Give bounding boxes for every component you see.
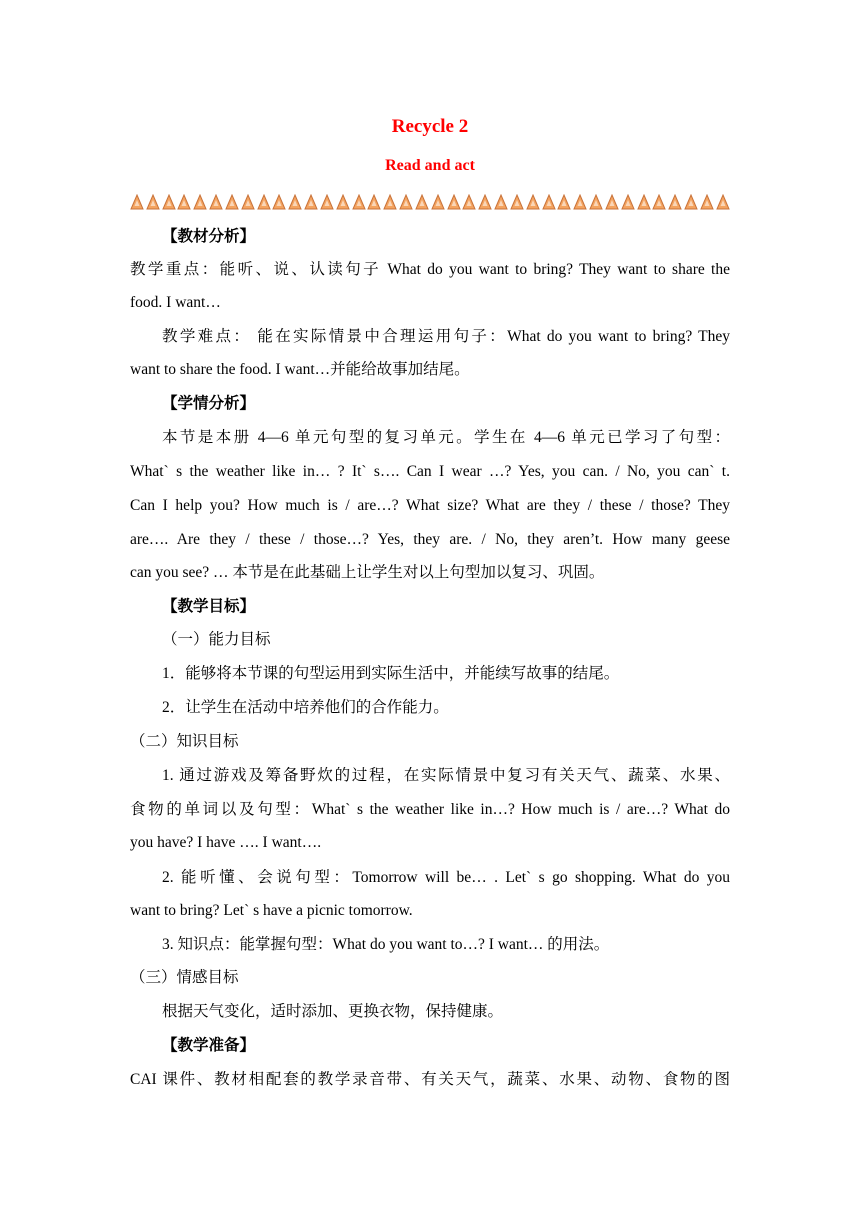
divider-triangle-icon bbox=[542, 194, 556, 210]
divider-triangle-icon bbox=[367, 194, 381, 210]
paragraph-line: can you see? … 本节是在此基础上让学生对以上句型加以复习、巩固。 bbox=[130, 564, 605, 581]
divider-triangle-icon bbox=[209, 194, 223, 210]
document-subtitle: Read and act bbox=[385, 157, 475, 174]
decorative-divider bbox=[130, 190, 730, 210]
section-heading-textbook-analysis: 【教材分析】 bbox=[162, 228, 256, 245]
paragraph-line: CAI 课件、教材相配套的教学录音带、有关天气，蔬菜、水果、动物、食物的图 bbox=[130, 1071, 730, 1088]
divider-triangle-icon bbox=[399, 194, 413, 210]
subsection-heading: （三）情感目标 bbox=[130, 969, 239, 986]
divider-triangle-icon bbox=[478, 194, 492, 210]
divider-triangle-icon bbox=[241, 194, 255, 210]
paragraph-line: want to share the food. I want…并能给故事加结尾。 bbox=[130, 361, 470, 378]
divider-triangle-icon bbox=[605, 194, 619, 210]
list-item: 1. 通过游戏及筹备野炊的过程，在实际情景中复习有关天气、蔬菜、水果、 bbox=[162, 767, 730, 784]
divider-triangle-icon bbox=[447, 194, 461, 210]
paragraph-line: 根据天气变化，适时添加、更换衣物，保持健康。 bbox=[162, 1003, 504, 1020]
divider-triangle-icon bbox=[621, 194, 635, 210]
divider-triangle-icon bbox=[352, 194, 366, 210]
list-item: 1．能够将本节课的句型运用到实际生活中，并能续写故事的结尾。 bbox=[162, 665, 620, 682]
subsection-heading: （二）知识目标 bbox=[130, 733, 239, 750]
subsection-heading: （一）能力目标 bbox=[162, 631, 271, 648]
divider-triangle-icon bbox=[272, 194, 286, 210]
divider-triangle-icon bbox=[225, 194, 239, 210]
divider-triangle-icon bbox=[716, 194, 730, 210]
divider-triangle-icon bbox=[320, 194, 334, 210]
paragraph-line: want to bring? Let` s have a picnic tomorrow. bbox=[130, 902, 413, 919]
divider-triangle-icon bbox=[637, 194, 651, 210]
document-title: Recycle 2 bbox=[391, 116, 469, 137]
divider-triangle-icon bbox=[652, 194, 666, 210]
paragraph-line: 教学重点：能听、说、认读句子 What do you want to bring? They want to share the bbox=[130, 261, 730, 278]
divider-triangle-icon bbox=[415, 194, 429, 210]
paragraph-line: What` s the weather like in… ? It` s…. Can I wear …? Yes, you can. / No, you can` t. bbox=[130, 463, 730, 480]
divider-triangle-icon bbox=[336, 194, 350, 210]
paragraph-line: you have? I have …. I want…. bbox=[130, 834, 322, 851]
divider-triangle-icon bbox=[589, 194, 603, 210]
divider-triangle-icon bbox=[573, 194, 587, 210]
paragraph-line: 教学难点： 能在实际情景中合理运用句子：What do you want to bring? They bbox=[162, 328, 730, 345]
divider-triangle-icon bbox=[668, 194, 682, 210]
list-item: 3. 知识点：能掌握句型：What do you want to…? I want… 的用法。 bbox=[162, 936, 610, 953]
paragraph-line: 本节是本册 4—6 单元句型的复习单元。学生在 4—6 单元已学习了句型： bbox=[162, 429, 730, 446]
divider-triangle-icon bbox=[177, 194, 191, 210]
divider-triangle-icon bbox=[193, 194, 207, 210]
paragraph-line: Can I help you? How much is / are…? What size? What are they / these / those? They bbox=[130, 497, 730, 514]
paragraph-line: 食物的单词以及句型：What` s the weather like in…? How much is / are…? What do bbox=[130, 801, 730, 818]
divider-triangle-icon bbox=[557, 194, 571, 210]
divider-triangle-icon bbox=[462, 194, 476, 210]
divider-triangle-icon bbox=[304, 194, 318, 210]
divider-triangle-icon bbox=[257, 194, 271, 210]
divider-triangle-icon bbox=[526, 194, 540, 210]
section-heading-student-analysis: 【学情分析】 bbox=[162, 395, 256, 412]
section-heading-teaching-prep: 【教学准备】 bbox=[162, 1037, 256, 1054]
divider-triangle-icon bbox=[494, 194, 508, 210]
divider-triangle-icon bbox=[162, 194, 176, 210]
divider-triangle-icon bbox=[130, 194, 144, 210]
divider-triangle-icon bbox=[700, 194, 714, 210]
paragraph-line: food. I want… bbox=[130, 294, 221, 311]
section-heading-teaching-goals: 【教学目标】 bbox=[162, 598, 256, 615]
list-item: 2. 能听懂、会说句型：Tomorrow will be… . Let` s go shopping. What do you bbox=[162, 869, 730, 886]
divider-triangle-icon bbox=[510, 194, 524, 210]
divider-triangle-icon bbox=[431, 194, 445, 210]
list-item: 2．让学生在活动中培养他们的合作能力。 bbox=[162, 699, 449, 716]
divider-triangle-icon bbox=[684, 194, 698, 210]
divider-triangle-icon bbox=[383, 194, 397, 210]
paragraph-line: are…. Are they / these / those…? Yes, they are. / No, they aren’t. How many geese bbox=[130, 531, 730, 548]
divider-triangle-icon bbox=[146, 194, 160, 210]
divider-triangle-icon bbox=[288, 194, 302, 210]
